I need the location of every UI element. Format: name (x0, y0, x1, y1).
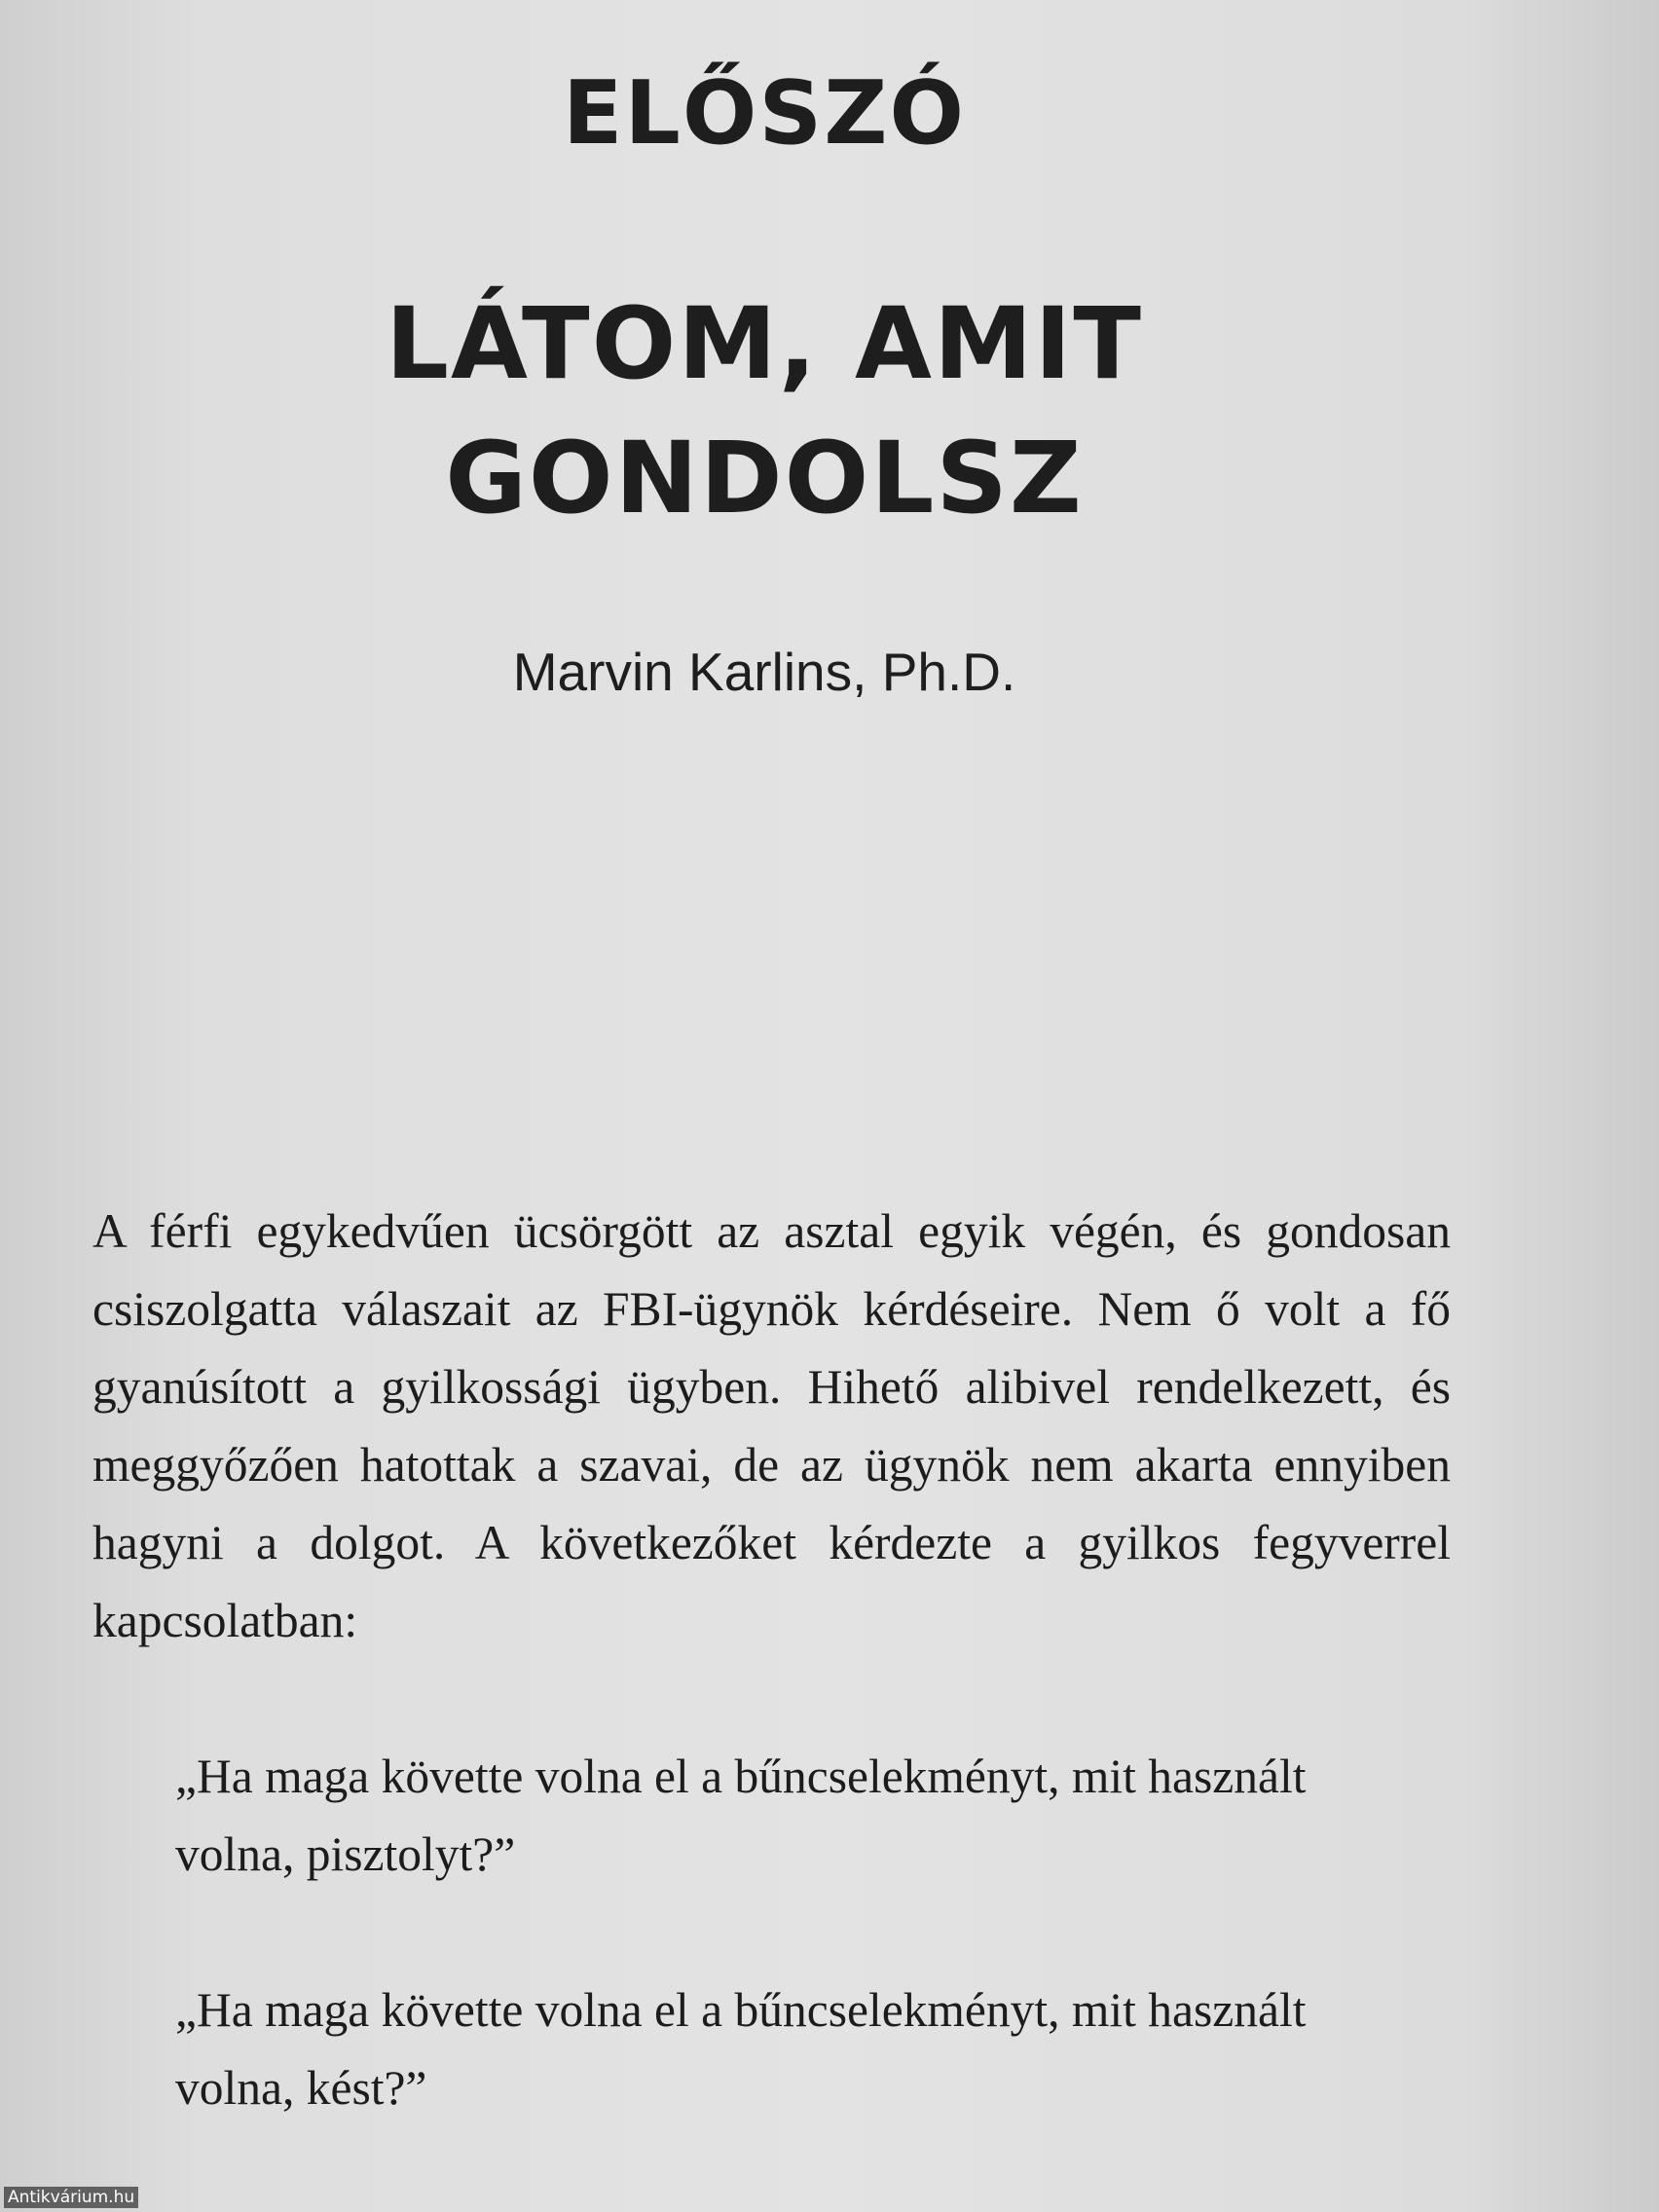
body-paragraph: A férfi egykedvűen ücsörgött az asztal egyik végén, és gondosan csiszolgatta válaszait az FBI-ügynök kérdéseire. Nem ő volt a fő gyanúsított a gyilkossági ügyben. Hihető alibivel rendelkezett, és meggyőzően hatottak a szavai, de az ügynök nem akarta ennyiben hagyni a dolgot. A következőket kérdezte a gyilkos fegyverrel kapcsolatban: (92, 1204, 1451, 1647)
preface-heading: ELŐSZÓ (563, 62, 966, 165)
chapter-title (0, 277, 1529, 546)
watermark: Antikvárium.hu (4, 2187, 138, 2208)
quote-pistol: „Ha maga követte volna el a bűncselekményt, mit használt volna, pisztolyt?” (175, 1750, 1307, 1881)
chapter-title-line-2: GONDOLSZ (445, 421, 1084, 536)
quote-knife: „Ha maga követte volna el a bűncselekményt, mit használt volna, kést?” (175, 1983, 1307, 2115)
author-name: Marvin Karlins, Ph.D. (512, 642, 1016, 702)
chapter-title-line-1: LÁTOM, AMIT (385, 286, 1144, 402)
